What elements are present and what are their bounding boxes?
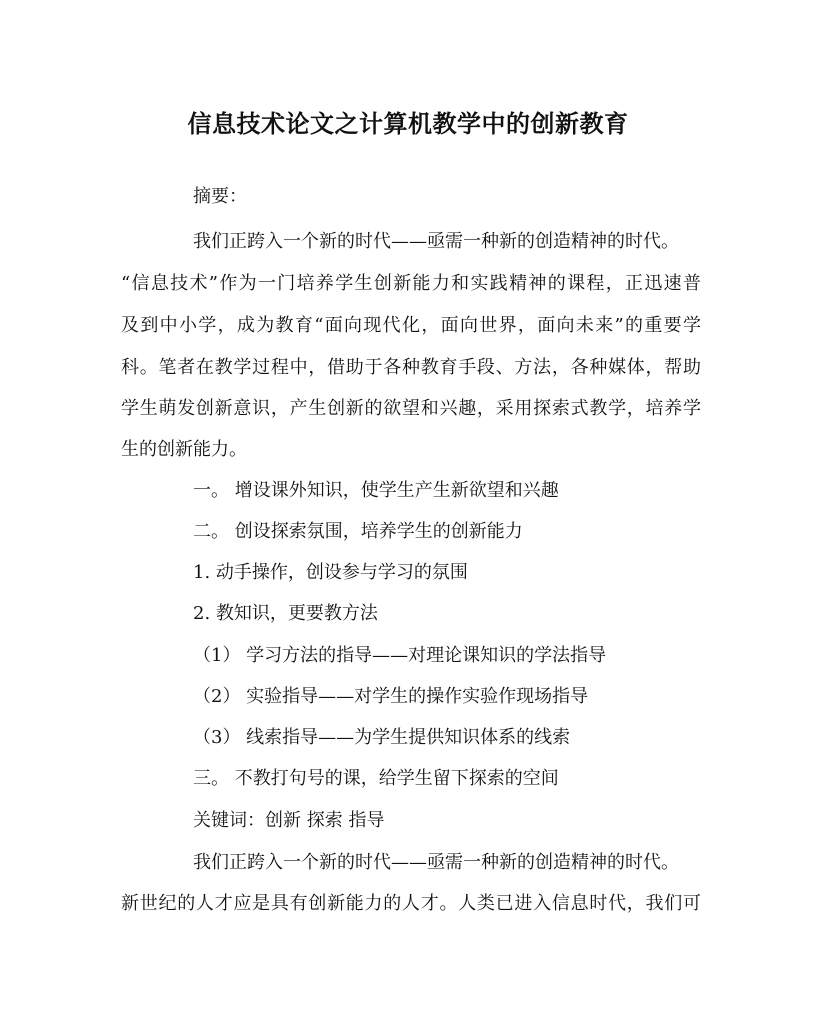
abstract-line-6: 生的创新能力。 bbox=[121, 439, 247, 460]
abstract-line-5: 学生萌发创新意识，产生创新的欲望和兴趣，采用探索式教学，培养学 bbox=[121, 398, 701, 419]
outline-item-8: 三。 不教打句号的课，给学生留下探索的空间 bbox=[193, 768, 559, 789]
abstract-line-1: 我们正跨入一个新的时代——亟需一种新的创造精神的时代。 bbox=[193, 231, 679, 252]
outline-item-3: 1. 动手操作，创设参与学习的氛围 bbox=[193, 562, 468, 583]
body-line-2: 新世纪的人才应是具有创新能力的人才。人类已进入信息时代，我们可 bbox=[121, 893, 701, 914]
abstract-heading: 摘要： bbox=[193, 186, 247, 207]
abstract-line-4: 科。笔者在教学过程中，借助于各种教育手段、方法，各种媒体，帮助 bbox=[121, 357, 701, 378]
body-line-1: 我们正跨入一个新的时代——亟需一种新的创造精神的时代。 bbox=[193, 852, 679, 873]
outline-item-6: （2） 实验指导——对学生的操作实验作现场指导 bbox=[193, 686, 589, 707]
outline-item-5: （1） 学习方法的指导——对理论课知识的学法指导 bbox=[193, 645, 607, 666]
outline-item-7: （3） 线索指导——为学生提供知识体系的线索 bbox=[193, 727, 571, 748]
outline-item-4: 2. 教知识，更要教方法 bbox=[193, 603, 378, 624]
document-title: 信息技术论文之计算机教学中的创新教育 bbox=[187, 109, 629, 138]
outline-item-2: 二。 创设探索氛围，培养学生的创新能力 bbox=[193, 521, 523, 542]
outline-item-1: 一。 增设课外知识，使学生产生新欲望和兴趣 bbox=[193, 480, 559, 501]
abstract-line-3: 及到中小学，成为教育“面向现代化，面向世界，面向未来”的重要学 bbox=[121, 315, 701, 336]
keywords-line: 关键词：创新 探索 指导 bbox=[193, 810, 385, 831]
abstract-line-2: “信息技术”作为一门培养学生创新能力和实践精神的课程，正迅速普 bbox=[121, 273, 701, 294]
